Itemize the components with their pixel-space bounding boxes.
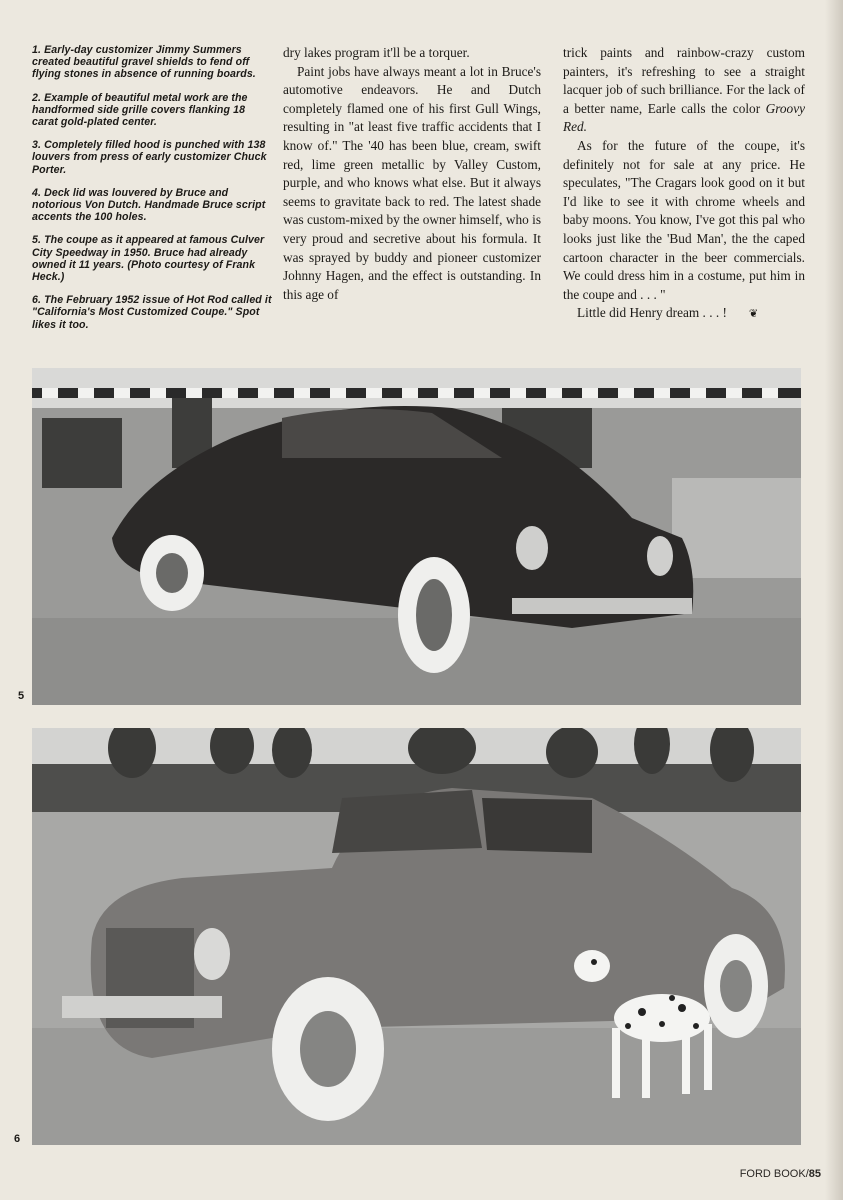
caption-3: 3. Completely filled hood is punched with 138 louvers from press of early customizer Chuck Porter. — [32, 139, 267, 176]
body-paragraph: Paint jobs have always meant a lot in Bruce's automotive endeavors. He and Dutch completely flamed one of his first Gull Wings, resulting in "at least five traffic accidents that I know of." The '40 has been blue, cream, swift red, lime green metallic by Valley Custom, purple, and who knows what else. But it always seems to gravitate back to red. The latest shade was custom-mixed by the owner himself, who is very proud and secretive about his formula. It was sprayed by buddy and pioneer customizer Johnny Hagen, and the effect is outstanding. In this age of — [283, 63, 541, 302]
photo-coupe-with-dalmatian — [32, 728, 801, 1145]
body-paragraph: dry lakes program it'll be a torquer. — [283, 45, 470, 60]
figure-number-6: 6 — [14, 1133, 21, 1145]
body-paragraph-closing — [563, 304, 805, 324]
photo-5-illustration — [32, 368, 801, 705]
figure-number-5: 5 — [18, 690, 25, 702]
caption-2: 2. Example of beautiful metal work are the handformed side grille covers flanking 18 carat gold-plated center. — [32, 91, 248, 129]
page-folio — [740, 1168, 821, 1180]
caption-1: 1. Early-day customizer Jimmy Summers created beautiful gravel shields to fend off flying stones in absence of running boards. — [32, 44, 256, 81]
page-edge-shadow — [825, 0, 843, 1200]
book-title: FORD BOOK/ — [739, 1168, 809, 1180]
end-mark-icon: ❦ — [748, 308, 759, 321]
page-number: 85 — [808, 1168, 821, 1180]
italic-color-name: Groovy Red. — [563, 100, 805, 135]
body-column-2 — [563, 44, 805, 324]
caption-4: 4. Deck lid was louvered by Bruce and notorious Von Dutch. Handmade Bruce script accents the 100 holes. — [32, 186, 266, 224]
closing-line: Little did Henry dream . . . ! — [577, 305, 727, 321]
body-text: trick paints and rainbow-crazy custom painters, it's refreshing to see a straight lacquer job of such brilliance. For the lack of a better name, Earle calls the color — [563, 45, 805, 116]
photo-6-illustration — [32, 728, 801, 1145]
body-column-1 — [283, 44, 541, 304]
body-paragraph — [563, 44, 805, 137]
caption-6: 6. The February 1952 issue of Hot Rod called it "California's Most Customized Coupe." Spot likes it too. — [32, 294, 272, 331]
caption-list — [32, 44, 272, 342]
caption-5: 5. The coupe as it appeared at famous Culver City Speedway in 1950. Bruce had already owned it 11 years. (Photo courtesy of Frank Heck.) — [32, 234, 265, 284]
photo-coupe-at-speedway — [32, 368, 801, 705]
body-paragraph: As for the future of the coupe, it's definitely not for sale at any price. He speculates, "The Cragars look good on it but I'd like to see it with chrome wheels and baby moons. You know, I've got this pal who looks just like the 'Bud Man', the the caped cartoon character in the beer commercials. We could dress him in a costume, put him in the coupe and . . . " — [563, 137, 805, 302]
